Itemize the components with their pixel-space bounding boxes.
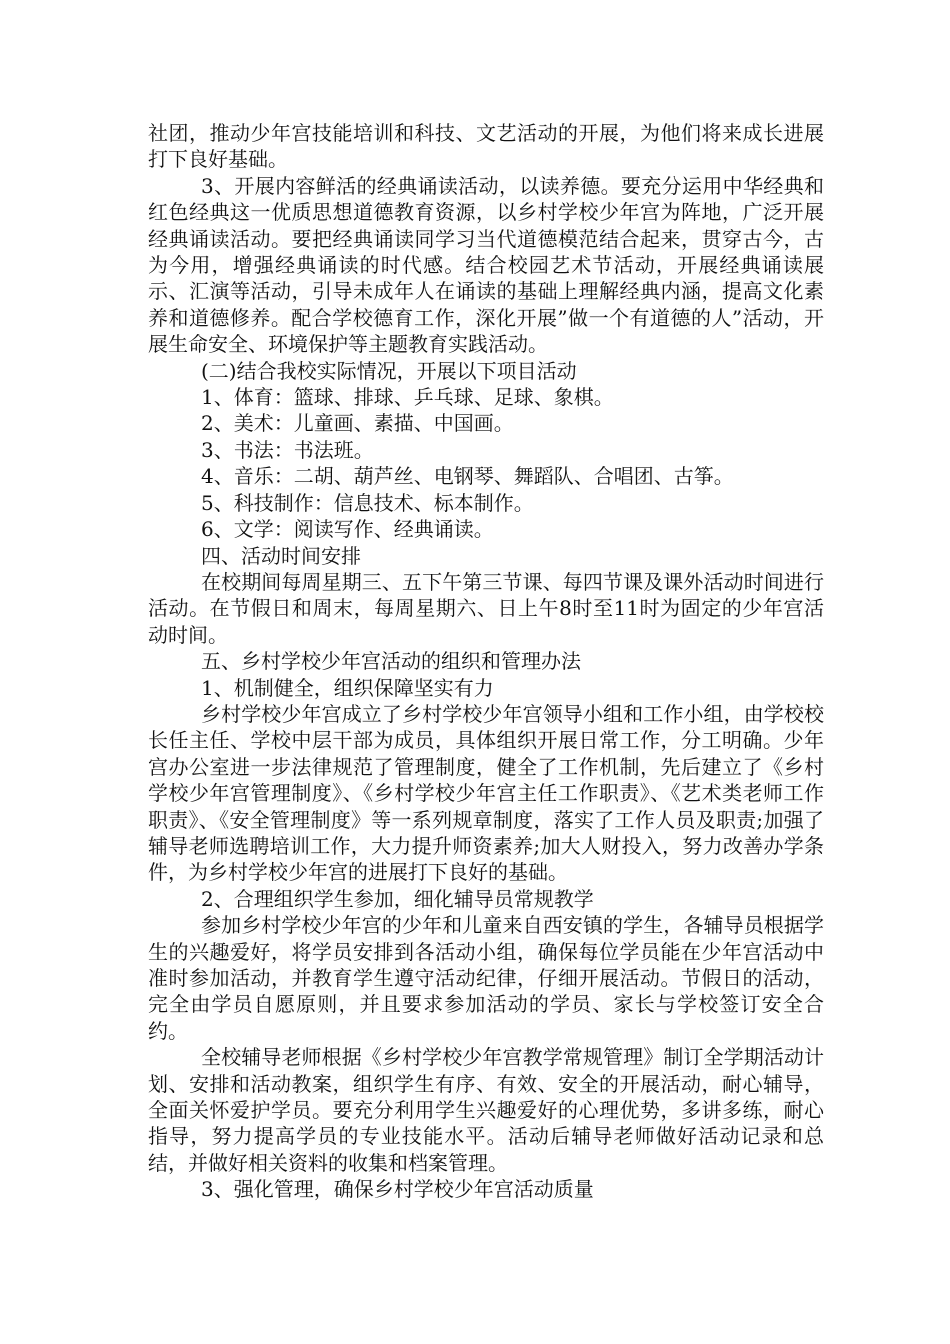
subsection-heading: 1、机制健全，组织保障坚实有力 bbox=[201, 675, 494, 700]
list-item: 6、文学：阅读写作、经典诵读。 bbox=[201, 517, 494, 542]
paragraph: 全校辅导老师根据《乡村学校少年宫教学常规管理》制订全学期活动计划、安排和活动教案，组织学生有序、有效、安全的开展活动，耐心辅导，全面关怀爱护学员。要充分利用学生兴趣爱好的心理优势，多讲多练，耐心指导，努力提高学员的专业技能水平。活动后辅导老师做好活动记录和总结，并做好相关资料的收集和档案管理。 bbox=[148, 1045, 824, 1175]
list-item: 3、书法：书法班。 bbox=[201, 437, 374, 462]
paragraph: 在校期间每周星期三、五下午第三节课、每四节课及课外活动时间进行活动。在节假日和周末，每周星期六、日上午8时至11时为固定的少年宫活动时间。 bbox=[148, 569, 824, 647]
document-body bbox=[148, 120, 824, 1203]
section-heading: 五、乡村学校少年宫活动的组织和管理办法 bbox=[201, 649, 581, 674]
paragraph: 3、开展内容鲜活的经典诵读活动，以读养德。要充分运用中华经典和红色经典这一优质思想道德教育资源，以乡村学校少年宫为阵地，广泛开展经典诵读活动。要把经典诵读同学习当代道德模范结合起来，贯穿古今，古为今用，增强经典诵读的时代感。结合校园艺术节活动，开展经典诵读展示、汇演等活动，引导未成年人在诵读的基础上理解经典内涵，提高文化素养和道德修养。配合学校德育工作，深化开展”做一个有道德的人”活动，开展生命安全、环境保护等主题教育实践活动。 bbox=[148, 173, 824, 357]
paragraph: 乡村学校少年宫成立了乡村学校少年宫领导小组和工作小组，由学校校长任主任、学校中层干部为成员，具体组织开展日常工作，分工明确。少年宫办公室进一步法律规范了管理制度，健全了工作机制，先后建立了《乡村学校少年宫管理制度》、《乡村学校少年宫主任工作职责》、《艺术类老师工作职责》、《安全管理制度》等一系列规章制度，落实了工作人员及职责;加强了辅导老师选聘培训工作，大力提升师资素养;加大人财投入，努力改善办学条件，为乡村学校少年宫的进展打下良好的基础。 bbox=[148, 701, 824, 885]
section-heading: (二)结合我校实际情况，开展以下项目活动 bbox=[201, 358, 577, 383]
list-item: 5、科技制作：信息技术、标本制作。 bbox=[201, 490, 534, 515]
list-item: 2、美术：儿童画、素描、中国画。 bbox=[201, 411, 514, 436]
subsection-heading: 3、强化管理，确保乡村学校少年宫活动质量 bbox=[201, 1177, 594, 1202]
paragraph: 参加乡村学校少年宫的少年和儿童来自西安镇的学生，各辅导员根据学生的兴趣爱好，将学员安排到各活动小组，确保每位学员能在少年宫活动中准时参加活动，并教育学生遵守活动纪律，仔细开展活动。节假日的活动，完全由学员自愿原则，并且要求参加活动的学员、家长与学校签订安全合约。 bbox=[148, 913, 824, 1043]
section-heading: 四、活动时间安排 bbox=[201, 543, 361, 568]
list-item: 4、音乐：二胡、葫芦丝、电钢琴、舞蹈队、合唱团、古筝。 bbox=[201, 464, 734, 489]
paragraph: 社团，推动少年宫技能培训和科技、文艺活动的开展，为他们将来成长进展打下良好基础。 bbox=[148, 121, 824, 172]
subsection-heading: 2、合理组织学生参加，细化辅导员常规教学 bbox=[201, 886, 594, 911]
list-item: 1、体育：篮球、排球、乒乓球、足球、象棋。 bbox=[201, 385, 614, 410]
